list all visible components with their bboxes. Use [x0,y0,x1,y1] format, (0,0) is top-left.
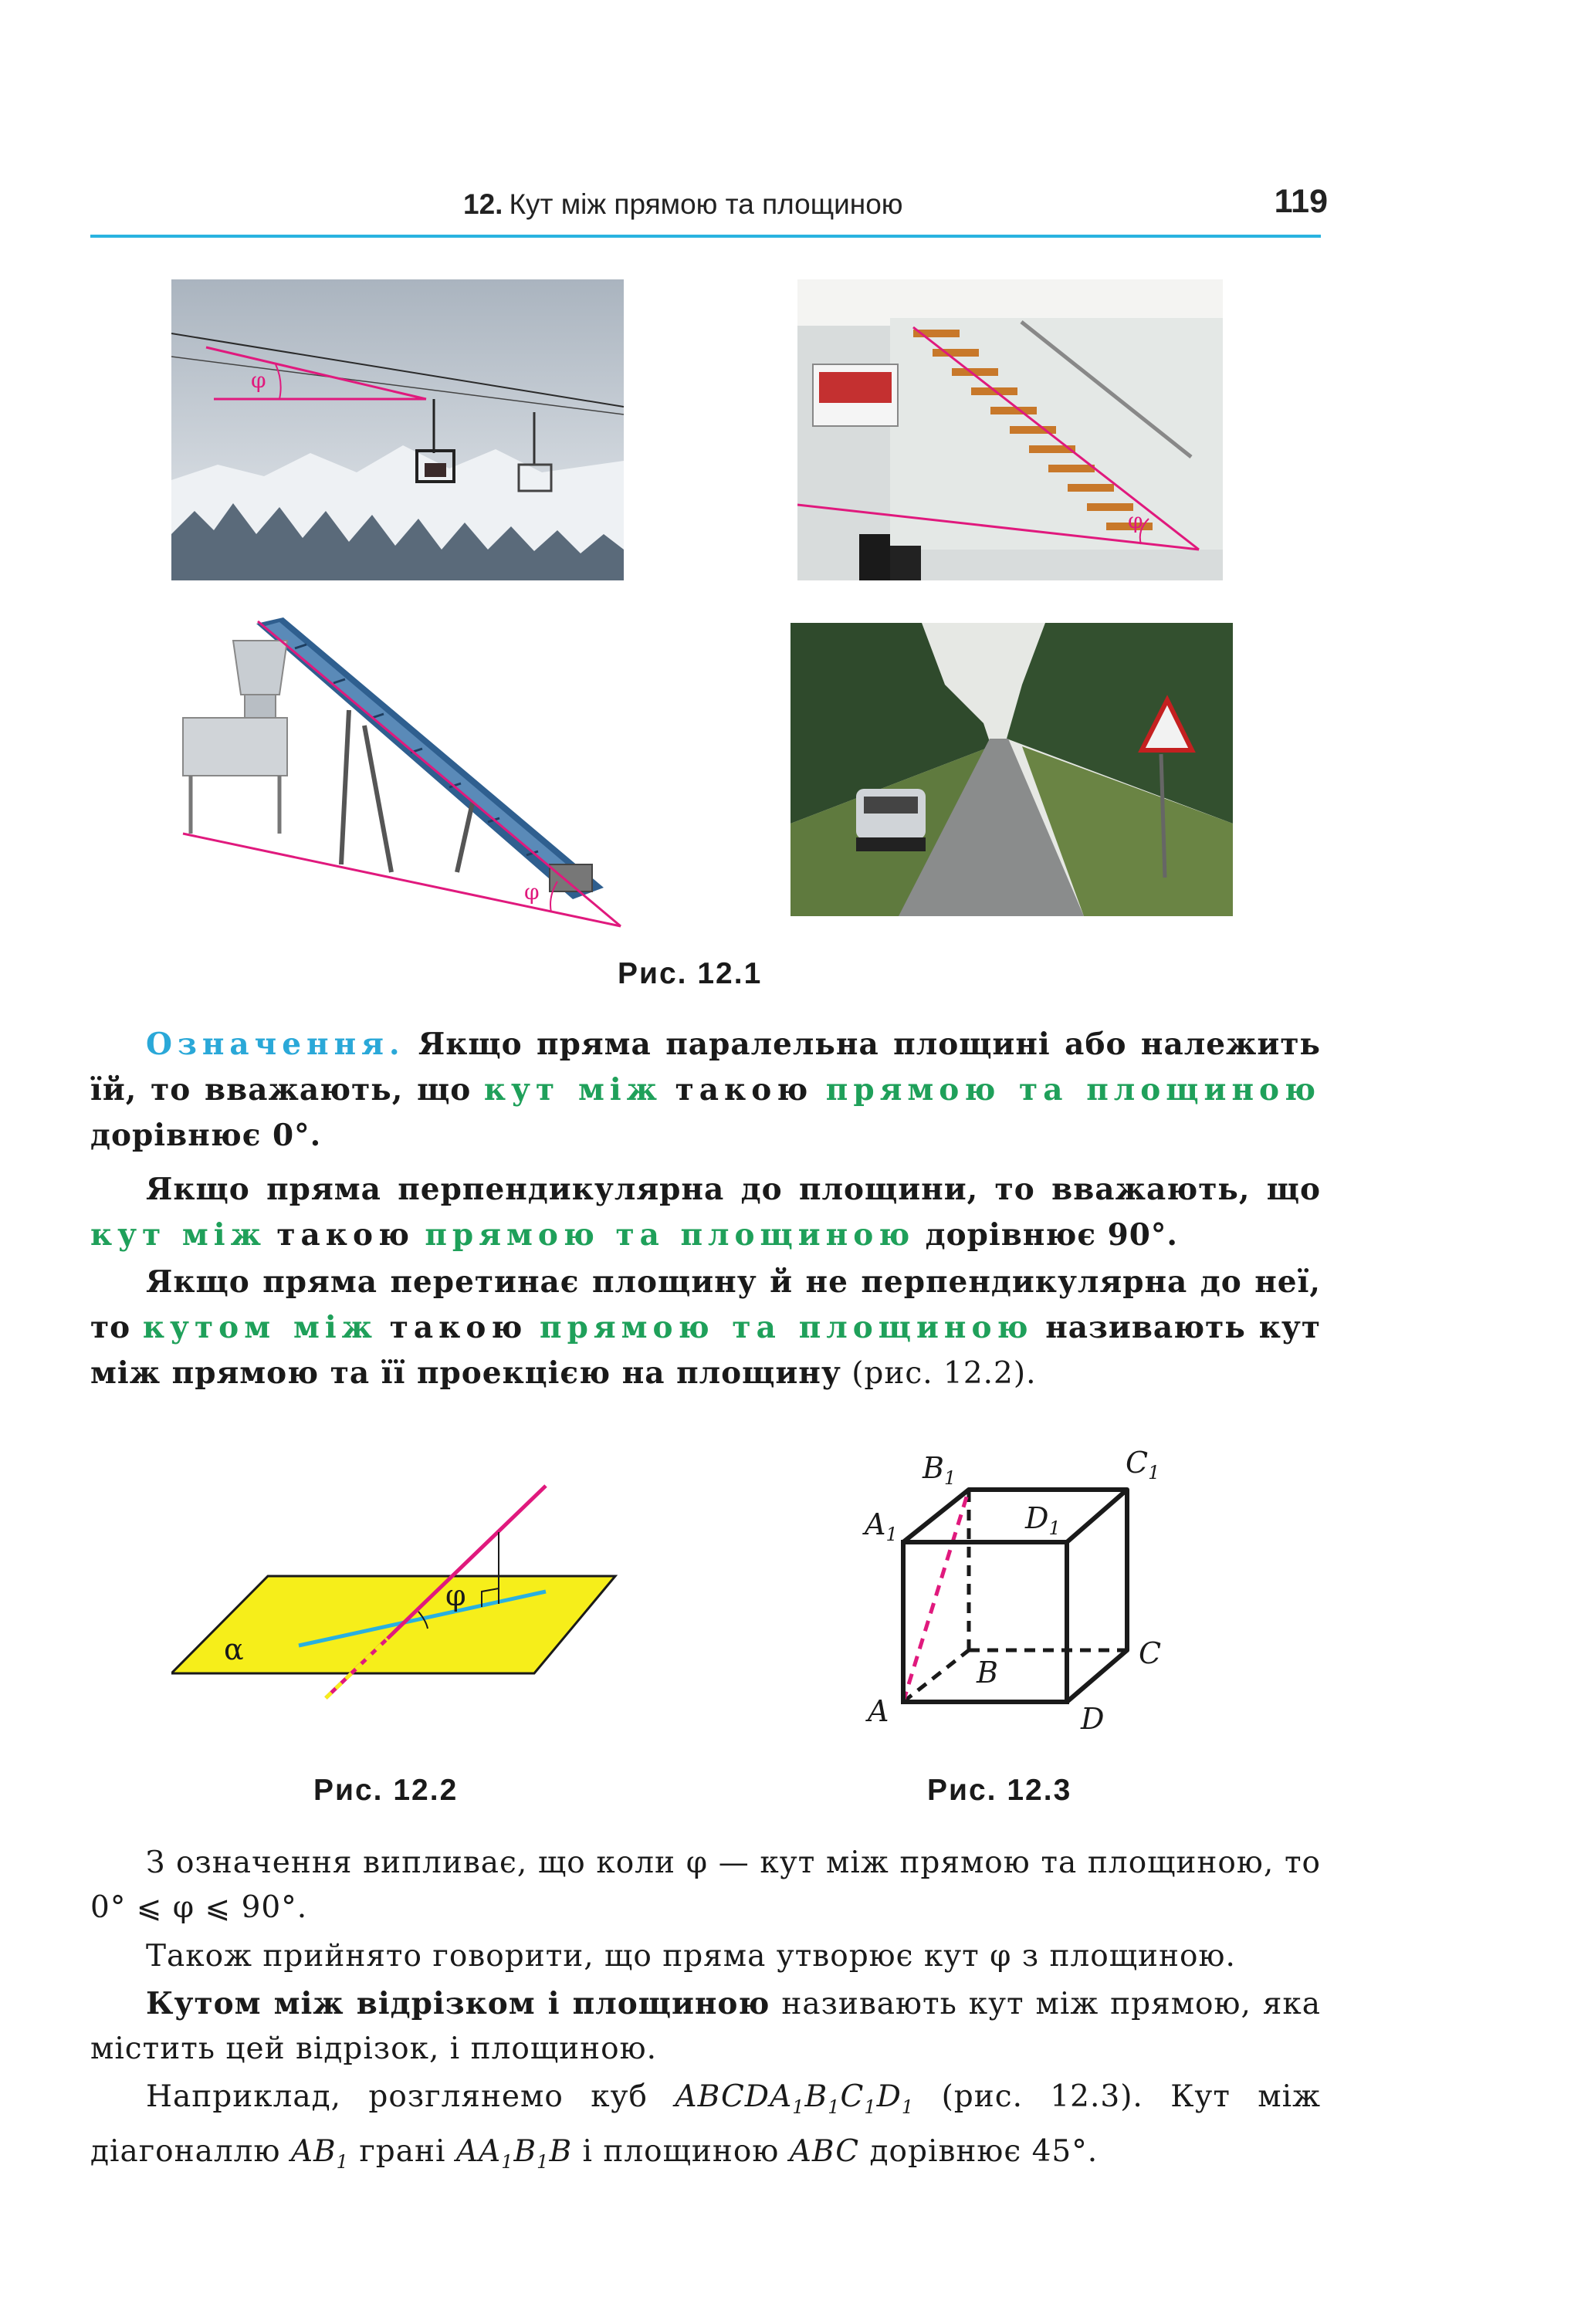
figure-12-3-diagram [849,1443,1220,1737]
figure-12-2-diagram [171,1474,635,1713]
vertex-d-label: D [1081,1702,1105,1736]
vertex-d1-label: $D_1$ [1025,1501,1061,1539]
segment-term: Кутом між відрізком і площиною [146,1986,770,2021]
header-rule [90,235,1321,238]
vertex-b-label: B [977,1656,998,1690]
vertex-c1-label: $C_1$ [1126,1446,1160,1483]
vertex-b1-label: $B_1$ [923,1451,956,1489]
body-paragraph-example: Наприклад, розглянемо куб $ABCDA_1B_1C_1D_1$ (рис. 12.3). Кут між діагоналлю $AB_1$ грані $AA_1B_1B$ і площиною ABC дорівнює 45°. [90,2079,1321,2173]
body-paragraph-segment: Кутом між відрізком і площиною називають кут між прямою, яка містить цей відрізок, і площиною. [90,1986,1322,2066]
page-number: 119 [1274,183,1328,220]
definition-label: Означення. [146,1027,405,1062]
svg-text:φ: φ [1128,508,1143,533]
section-title: Кут між прямою та площиною [509,188,903,220]
photo-road [790,623,1233,916]
figure-caption-12-2: Рис. 12.2 [313,1774,459,1807]
definition-paragraph-2: Якщо пряма перпендикулярна до площини, то вважають, що кут між такою прямою та площиною дорівнює 90°. [90,1172,1321,1253]
angle-label: φ [445,1578,466,1612]
key-term: прямою та площиною [540,1310,1034,1345]
vertex-a-label: A [868,1694,889,1728]
figure-reference: (рис. 12.2). [851,1356,1037,1391]
photo-angle-label: φ [251,367,266,393]
key-term: прямою та площиною [425,1217,916,1253]
key-term: кутом між [142,1310,378,1345]
photo-chairlift [171,279,624,580]
photo-conveyor [171,610,627,943]
svg-text:φ: φ [524,879,540,905]
key-term: прямою та площиною [825,1072,1321,1108]
running-header [463,188,1004,221]
body-paragraph-range: З означення випливає, що коли φ — кут між прямою та площиною, то 0° ⩽ φ ⩽ 90°. [90,1845,1321,1925]
body-paragraph-also: Також прийнято говорити, що пряма утворює кут φ з площиною. [146,1939,1236,1974]
vertex-c-label: C [1139,1636,1162,1670]
photo-staircase [797,279,1223,580]
definition-paragraph-1: Означення. Якщо пряма паралельна площині або належить їй, то вважають, що кут між такою прямою та площиною дорівнює 0°. [90,1027,1321,1153]
vertex-a1-label: $A_1$ [865,1507,898,1545]
definition-paragraph-3: Якщо пряма перетинає площину й не перпендикулярна до неї, то кутом між такою прямою та площиною називають кут між прямою та її проекцією на площину (рис. 12.2). [90,1264,1321,1391]
diagonal-ab1 [903,1490,969,1702]
figure-caption-12-3: Рис. 12.3 [927,1774,1072,1807]
key-term: кут між [90,1217,266,1253]
plane-label: α [224,1632,244,1666]
key-term: кут між [483,1072,663,1108]
figure-caption-12-1: Рис. 12.1 [618,957,763,990]
section-number: 12. [463,188,503,220]
